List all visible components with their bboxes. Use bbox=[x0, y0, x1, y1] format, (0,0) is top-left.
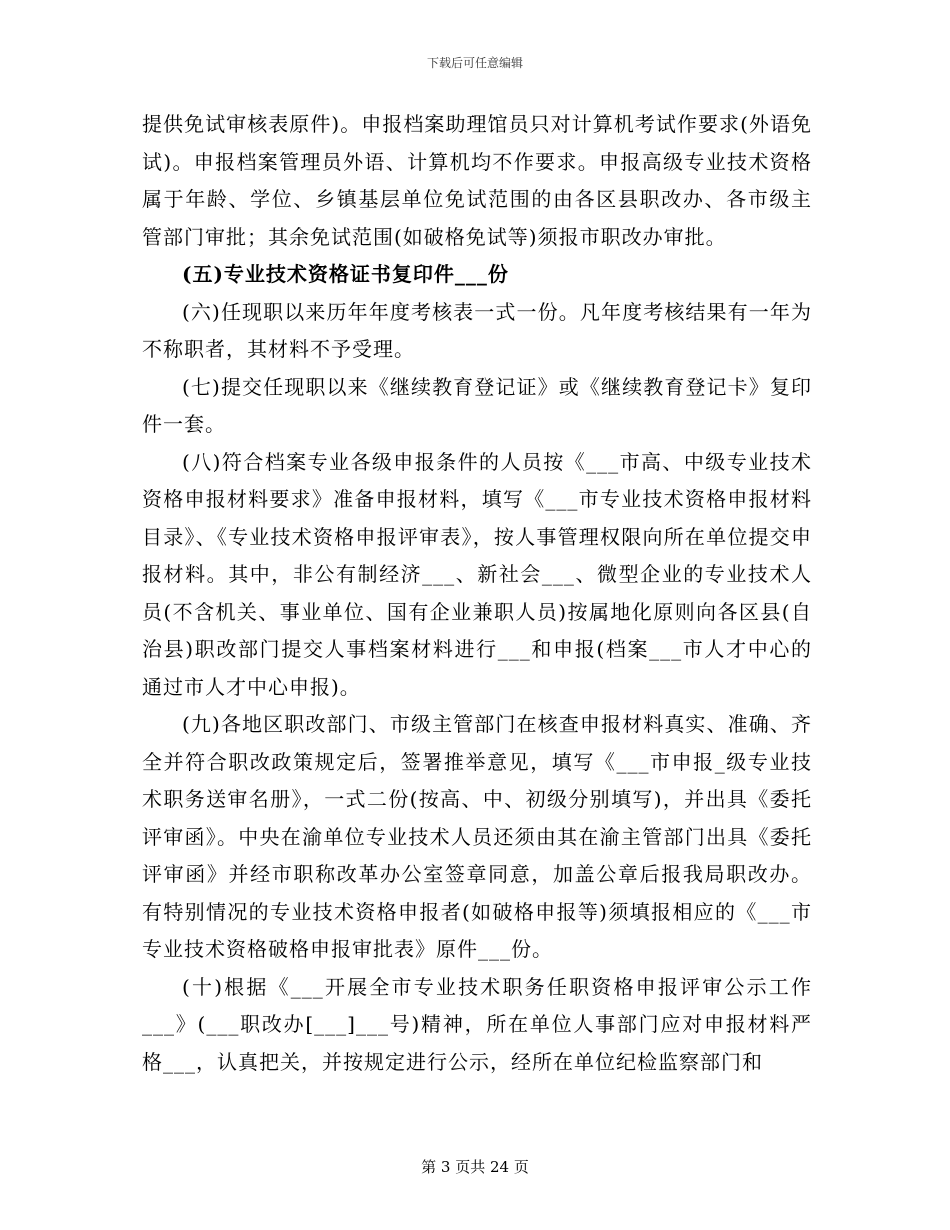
document-body bbox=[142, 106, 812, 1081]
paragraph-item-10-public-notice: (十)根据《___开展全市专业技术职务任职资格申报评审公示工作___》(___职改办[___]___号)精神，所在单位人事部门应对申报材料严格___，认真把关，并按规定进行公示，经所在单位纪检监察部门和 bbox=[142, 974, 812, 1074]
page-header: 下载后可任意编辑 bbox=[426, 56, 523, 70]
paragraph-item-7-continuing-education: (七)提交任现职以来《继续教育登记证》或《继续教育登记卡》复印件一套。 bbox=[142, 374, 812, 436]
page-number: 第 3 页共 24 页 bbox=[421, 1158, 529, 1176]
paragraph-exemption-approval: 提供免试审核表原件)。申报档案助理馆员只对计算机考试作要求(外语免试)。申报档案管理员外语、计算机均不作要求。申报高级专业技术资格属于年龄、学位、乡镇基层单位免试范围的由各区县职改办、各市级主管部门审批；其余免试范围(如破格免试等)须报市职改办审批。 bbox=[142, 112, 812, 249]
paragraph-item-5-certificate-copy: (五)专业技术资格证书复印件___份 bbox=[182, 262, 509, 286]
paragraph-item-6-annual-assessment: (六)任现职以来历年年度考核表一式一份。凡年度考核结果有一年为不称职者，其材料不予受理。 bbox=[142, 299, 812, 361]
paragraph-item-9-department-review: (九)各地区职改部门、市级主管部门在核查申报材料真实、准确、齐全并符合职改政策规定后，签署推举意见，填写《___市申报_级专业技术职务送审名册》，一式二份(按高、中、初级分别填写)，并出具《委托评审函》。中央在渝单位专业技术人员还须由其在渝主管部门出具《委托评审函》并经市职称改革办公室签章同意，加盖公章后报我局职改办。有特别情况的专业技术资格申报者(如破格申报等)须填报相应的《___市专业技术资格破格申报审批表》原件___份。 bbox=[142, 712, 812, 961]
paragraph-item-8-application-materials: (八)符合档案专业各级申报条件的人员按《___市高、中级专业技术资格申报材料要求》准备申报材料，填写《___市专业技术资格申报材料目录》、《专业技术资格申报评审表》，按人事管理权限向所在单位提交申报材料。其中，非公有制经济___、新社会___、微型企业的专业技术人员(不含机关、事业单位、国有企业兼职人员)按属地化原则向各区县(自治县)职改部门提交人事档案材料进行___和申报(档案___市人才中心的通过市人才中心申报)。 bbox=[142, 449, 812, 699]
